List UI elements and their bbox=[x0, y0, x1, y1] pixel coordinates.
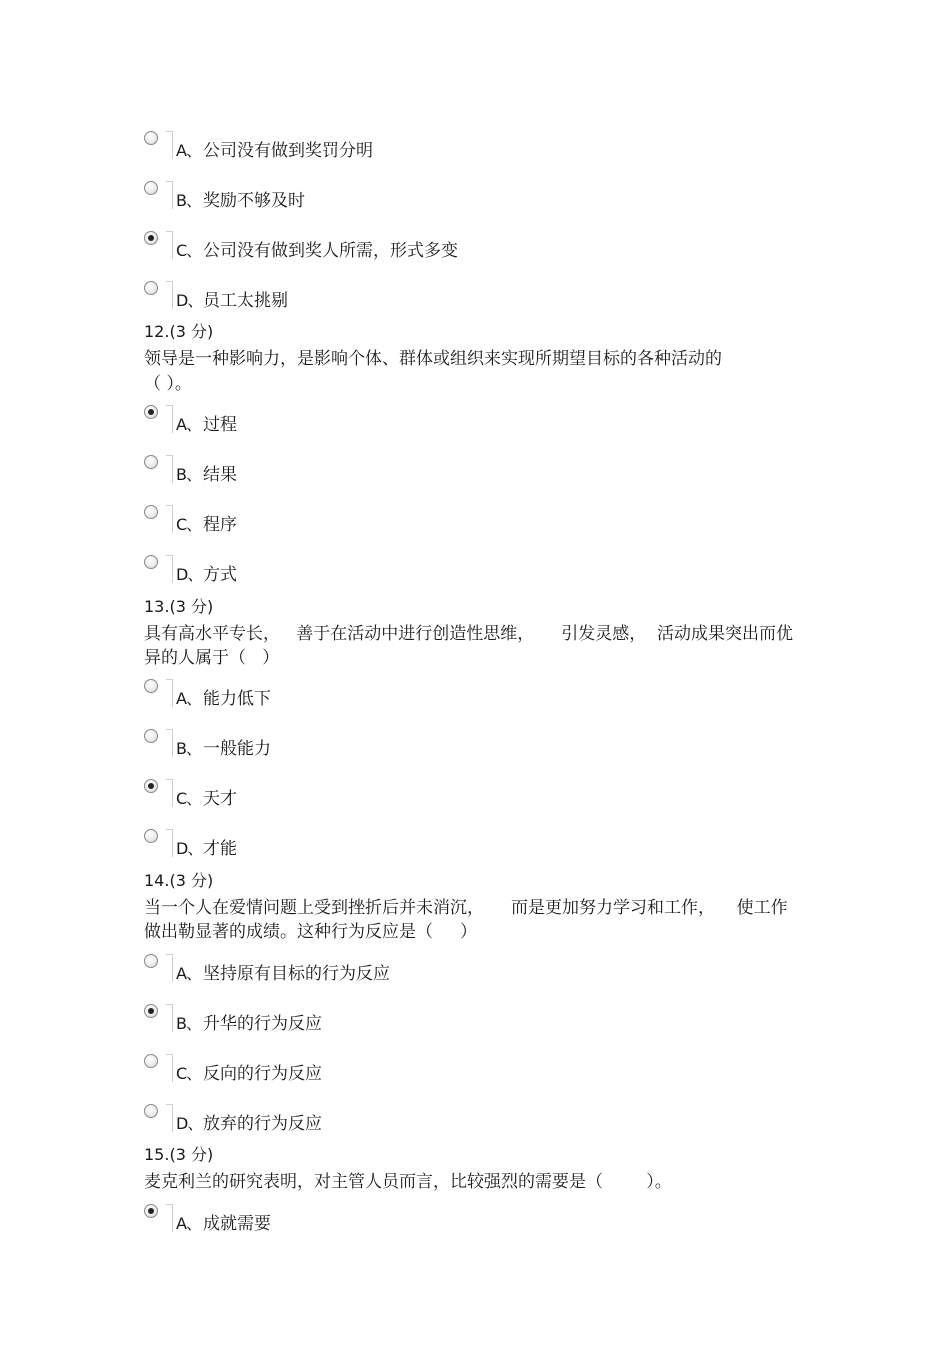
option-letter: B、 bbox=[176, 191, 201, 210]
option-letter: D、 bbox=[176, 291, 203, 310]
option-text: 坚持原有目标的行为反应 bbox=[203, 964, 390, 984]
q14-question-line1: 当一个人在爱情问题上受到挫折后并未消沉， 而是更加努力学习和工作， 使工作 bbox=[144, 898, 788, 918]
q12-option-c[interactable] bbox=[144, 505, 744, 535]
option-letter: B、 bbox=[176, 1014, 201, 1033]
option-divider bbox=[172, 181, 173, 209]
q13-option-b-radio[interactable] bbox=[144, 729, 158, 743]
q14-option-d-radio[interactable] bbox=[144, 1104, 158, 1118]
q12-option-d[interactable] bbox=[144, 555, 744, 585]
option-text: 成就需要 bbox=[203, 1214, 271, 1234]
option-letter: C、 bbox=[176, 241, 202, 260]
option-letter: D、 bbox=[176, 839, 203, 858]
q14-option-d[interactable] bbox=[144, 1104, 744, 1134]
q14-question-line2: 做出勒显著的成绩。这种行为反应是（ ） bbox=[144, 922, 478, 942]
option-divider bbox=[172, 679, 173, 707]
option-letter: A、 bbox=[176, 141, 201, 160]
option-text: 员工太挑剔 bbox=[203, 291, 288, 311]
option-text: 反向的行为反应 bbox=[203, 1064, 322, 1084]
option-divider bbox=[172, 405, 173, 433]
q12-option-b-radio[interactable] bbox=[144, 455, 158, 469]
option-text: 结果 bbox=[203, 465, 237, 485]
option-divider bbox=[172, 1204, 173, 1232]
q12-option-c-radio[interactable] bbox=[144, 505, 158, 519]
q12-question-line1: 领导是一种影响力，是影响个体、群体或组织来实现所期望目标的各种活动的 bbox=[144, 349, 722, 369]
option-divider bbox=[172, 455, 173, 483]
option-divider bbox=[172, 131, 173, 159]
q13-option-a[interactable] bbox=[144, 679, 744, 709]
q14-header: 14.(3 分) bbox=[144, 871, 214, 890]
option-letter: B、 bbox=[176, 739, 201, 758]
option-divider bbox=[172, 954, 173, 982]
q11-option-c[interactable] bbox=[144, 231, 744, 261]
option-divider bbox=[172, 729, 173, 757]
option-divider bbox=[172, 555, 173, 583]
q11-option-a[interactable] bbox=[144, 131, 744, 161]
q15-question-line1: 麦克利兰的研究表明，对主管人员而言，比较强烈的需要是（ ）。 bbox=[144, 1172, 672, 1192]
q12-option-b[interactable] bbox=[144, 455, 744, 485]
option-letter: A、 bbox=[176, 689, 201, 708]
option-letter: A、 bbox=[176, 415, 201, 434]
q13-option-c[interactable] bbox=[144, 779, 744, 809]
q14-option-c[interactable] bbox=[144, 1054, 744, 1084]
q14-option-c-radio[interactable] bbox=[144, 1054, 158, 1068]
q12-option-d-radio[interactable] bbox=[144, 555, 158, 569]
q15-option-a[interactable] bbox=[144, 1204, 744, 1234]
option-divider bbox=[172, 231, 173, 259]
q13-question-line1: 具有高水平专长， 善于在活动中进行创造性思维， 引发灵感， 活动成果突出而优 bbox=[144, 624, 794, 644]
q13-option-b[interactable] bbox=[144, 729, 744, 759]
option-letter: C、 bbox=[176, 1064, 202, 1083]
q11-option-d[interactable] bbox=[144, 281, 744, 311]
q12-option-a[interactable] bbox=[144, 405, 744, 435]
q13-question-line2: 异的人属于（ ） bbox=[144, 648, 280, 668]
option-text: 能力低下 bbox=[203, 689, 271, 709]
option-letter: C、 bbox=[176, 515, 202, 534]
q15-option-a-radio[interactable] bbox=[144, 1204, 158, 1218]
option-divider bbox=[172, 505, 173, 533]
option-divider bbox=[172, 779, 173, 807]
option-text: 才能 bbox=[203, 839, 237, 859]
q13-header: 13.(3 分) bbox=[144, 597, 214, 616]
option-letter: D、 bbox=[176, 1114, 203, 1133]
option-divider bbox=[172, 1054, 173, 1082]
q14-option-b-radio[interactable] bbox=[144, 1004, 158, 1018]
q12-option-a-radio[interactable] bbox=[144, 405, 158, 419]
q11-option-c-radio[interactable] bbox=[144, 231, 158, 245]
q13-option-a-radio[interactable] bbox=[144, 679, 158, 693]
option-text: 天才 bbox=[203, 789, 237, 809]
option-text: 方式 bbox=[203, 565, 237, 585]
q12-question-line2: （ ）。 bbox=[144, 374, 192, 394]
q14-option-a[interactable] bbox=[144, 954, 744, 984]
option-letter: A、 bbox=[176, 964, 201, 983]
option-text: 一般能力 bbox=[203, 739, 271, 759]
option-letter: B、 bbox=[176, 465, 201, 484]
q12-header: 12.(3 分) bbox=[144, 322, 214, 341]
option-letter: C、 bbox=[176, 789, 202, 808]
option-text: 公司没有做到奖罚分明 bbox=[203, 141, 373, 161]
option-text: 升华的行为反应 bbox=[203, 1014, 322, 1034]
option-divider bbox=[172, 281, 173, 309]
q15-header: 15.(3 分) bbox=[144, 1145, 214, 1164]
option-text: 奖励不够及时 bbox=[203, 191, 305, 211]
q13-option-d-radio[interactable] bbox=[144, 829, 158, 843]
option-text: 放弃的行为反应 bbox=[203, 1114, 322, 1134]
q13-option-c-radio[interactable] bbox=[144, 779, 158, 793]
option-letter: D、 bbox=[176, 565, 203, 584]
option-divider bbox=[172, 1004, 173, 1032]
q11-option-a-radio[interactable] bbox=[144, 131, 158, 145]
option-text: 过程 bbox=[203, 415, 237, 435]
q13-option-d[interactable] bbox=[144, 829, 744, 859]
q14-option-a-radio[interactable] bbox=[144, 954, 158, 968]
option-divider bbox=[172, 1104, 173, 1132]
option-divider bbox=[172, 829, 173, 857]
q11-option-b-radio[interactable] bbox=[144, 181, 158, 195]
q11-option-d-radio[interactable] bbox=[144, 281, 158, 295]
option-letter: A、 bbox=[176, 1214, 201, 1233]
q14-option-b[interactable] bbox=[144, 1004, 744, 1034]
option-text: 程序 bbox=[203, 515, 237, 535]
option-text: 公司没有做到奖人所需，形式多变 bbox=[203, 241, 458, 261]
q11-option-b[interactable] bbox=[144, 181, 744, 211]
